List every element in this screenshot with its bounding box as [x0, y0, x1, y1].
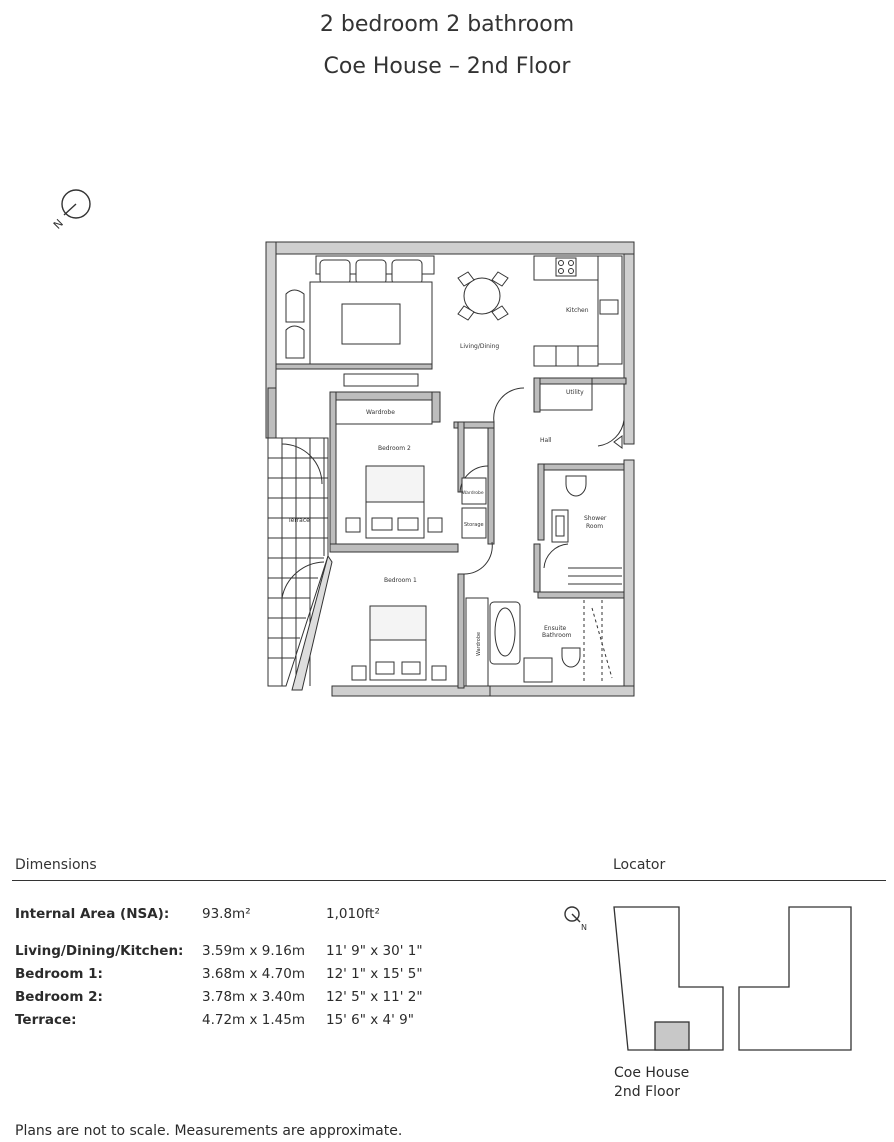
- label-terrace: Terrace: [288, 517, 310, 524]
- room-imperial: 12' 5" x 11' 2": [326, 989, 423, 1005]
- bedroom2-furniture: [336, 400, 442, 538]
- label-ensuite-line1: Ensuite: [544, 625, 567, 632]
- north-arrow-icon: [48, 186, 98, 236]
- room-imperial: 12' 1" x 15' 5": [326, 966, 423, 982]
- label-hall: Hall: [540, 437, 552, 444]
- room-metric: 3.78m x 3.40m: [202, 989, 305, 1005]
- locator-highlight: [655, 1022, 689, 1050]
- room-label: Bedroom 1:: [15, 966, 103, 982]
- shower-room-fixtures: [552, 476, 622, 584]
- label-bedroom-2: Bedroom 2: [378, 445, 411, 452]
- room-metric: 3.59m x 9.16m: [202, 943, 305, 959]
- room-metric: 4.72m x 1.45m: [202, 1012, 305, 1028]
- locator-caption-building: Coe House: [614, 1065, 690, 1081]
- room-label: Terrace:: [15, 1012, 77, 1028]
- locator-caption-floor: 2nd Floor: [614, 1084, 680, 1100]
- north-label: N: [50, 216, 66, 232]
- label-shower-line1: Shower: [584, 515, 607, 522]
- room-label: Living/Dining/Kitchen:: [15, 943, 184, 959]
- dimensions-heading: Dimensions: [15, 857, 97, 873]
- locator-building-right: [739, 907, 851, 1050]
- locator-north-label: N: [581, 923, 587, 932]
- locator-compass-icon: [565, 907, 587, 932]
- dining-table: [458, 272, 508, 320]
- page-title: 2 bedroom 2 bathroom: [319, 12, 575, 37]
- section-divider: [12, 880, 886, 881]
- internal-area-metric: 93.8m²: [202, 906, 251, 922]
- footer-note: Plans are not to scale. Measurements are approximate.: [15, 1123, 403, 1139]
- page-subtitle: Coe House – 2nd Floor: [323, 54, 571, 79]
- label-living-dining: Living/Dining: [460, 343, 500, 350]
- floor-plan: [262, 238, 638, 700]
- label-shower-line2: Room: [586, 523, 604, 530]
- label-bedroom-1: Bedroom 1: [384, 577, 417, 584]
- locator-heading: Locator: [613, 857, 666, 873]
- label-utility: Utility: [566, 389, 584, 396]
- label-kitchen: Kitchen: [566, 307, 589, 314]
- label-ensuite-line2: Bathroom: [542, 632, 572, 639]
- internal-area-label: Internal Area (NSA):: [15, 906, 170, 922]
- label-wardrobe-side: Wardrobe: [476, 631, 482, 656]
- room-label: Bedroom 2:: [15, 989, 103, 1005]
- label-storage: Storage: [464, 522, 484, 528]
- label-wardrobe-small: Wardrobe: [462, 491, 484, 496]
- ensuite-fixtures: [490, 600, 612, 684]
- hall-cupboards: [462, 478, 486, 538]
- bedroom1-furniture: [352, 598, 488, 686]
- locator-map: [555, 900, 855, 1055]
- room-metric: 3.68m x 4.70m: [202, 966, 305, 982]
- label-wardrobe: Wardrobe: [366, 409, 395, 416]
- room-imperial: 11' 9" x 30' 1": [326, 943, 423, 959]
- terrace-area: [268, 438, 332, 690]
- room-imperial: 15' 6" x 4' 9": [326, 1012, 414, 1028]
- internal-area-imperial: 1,010ft²: [326, 906, 380, 922]
